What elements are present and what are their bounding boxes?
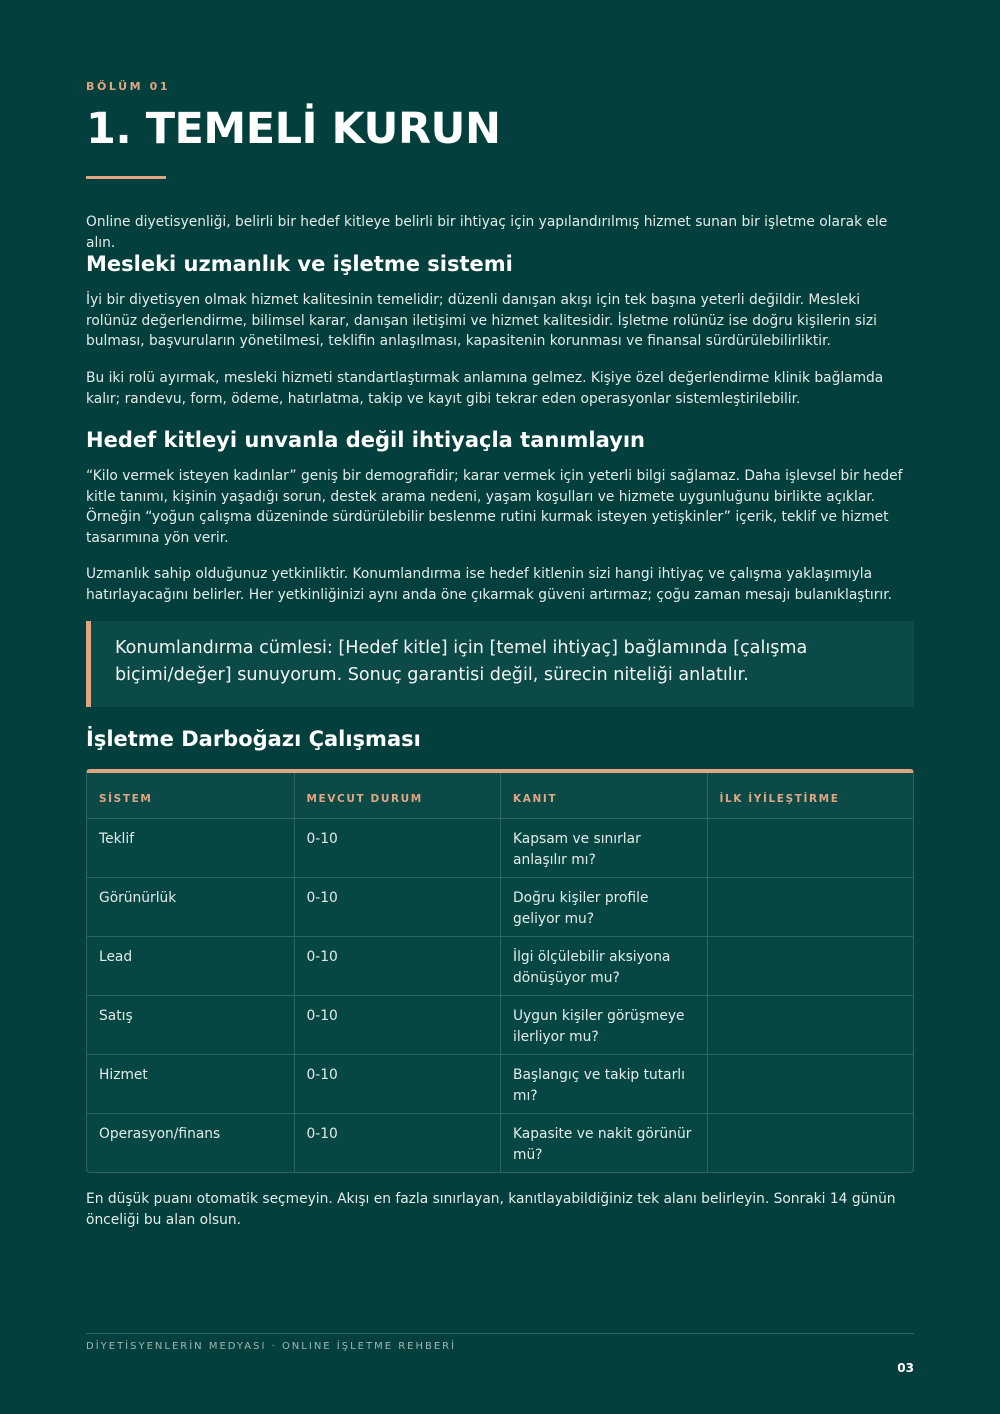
table-cell: Kapasite ve nakit görünür mü?	[500, 1114, 707, 1172]
intro-paragraph: Online diyetisyenliği, belirli bir hedef kitleye belirli bir ihtiyaç için yapılandırılmış hizmet sunan bir işletme olarak ele alın.	[86, 214, 888, 251]
paragraph-1: İyi bir diyetisyen olmak hizmet kalitesinin temelidir; düzenli danışan akışı için tek başına yeterli değildir. Mesleki rolünüz değerlendirme, bilimsel karar, danışan iletişimi ve hizmet kalitesidir. İşletme rolünüz ise doğru kişilerin sizi bulması, başvuruların yönetilmesi, teklifin anlaşılması, kapasitenin korunması ve finansal sürdürülebilirliktir.	[86, 292, 877, 349]
table-cell	[707, 878, 914, 936]
table-header-cell: KANIT	[500, 773, 707, 818]
table-cell: Teklif	[99, 831, 135, 847]
table-cell: Başlangıç ve takip tutarlı mı?	[500, 1055, 707, 1113]
table-cell: 0-10	[294, 1055, 501, 1113]
table-cell	[707, 937, 914, 995]
table-cell: Doğru kişiler profile geliyor mu?	[500, 878, 707, 936]
title-underline	[86, 176, 166, 179]
section-eyebrow: BÖLÜM 01	[86, 80, 171, 93]
table-cell	[707, 1114, 914, 1172]
table-cell: 0-10	[294, 878, 501, 936]
heading-uzmanlik: Mesleki uzmanlık ve işletme sistemi	[86, 252, 513, 276]
table-cell: Kapsam ve sınırlar anlaşılır mı?	[500, 819, 707, 877]
table-row	[87, 877, 913, 936]
table-cell	[707, 1055, 914, 1113]
table-row	[87, 936, 913, 995]
callout-text: Konumlandırma cümlesi: [Hedef kitle] için [temel ihtiyaç] bağlamında [çalışma biçimi/değer] sunuyorum. Sonuç garantisi değil, sürecin niteliği anlatılır.	[115, 638, 808, 685]
table-cell: Görünürlük	[99, 890, 177, 906]
table-cell	[707, 996, 914, 1054]
table-cell: 0-10	[294, 937, 501, 995]
heading-table: İşletme Darboğazı Çalışması	[86, 727, 421, 751]
table-cell: Lead	[99, 949, 133, 965]
table-header-row	[87, 773, 913, 818]
page-title: 1. TEMELİ KURUN	[86, 104, 501, 154]
paragraph-3: “Kilo vermek isteyen kadınlar” geniş bir demografidir; karar vermek için yeterli bilgi sağlamaz. Daha işlevsel bir hedef kitle tanımı, kişinin yaşadığı sorun, destek arama nedeni, yaşam koşulları ve hizmete uygunluğunu birlikte açıklar. Örneğin “yoğun çalışma düzeninde sürdürülebilir beslenme rutini kurmak isteyen yetişkinler” içerik, teklif ve hizmet tasarımına yön verir.	[86, 468, 903, 546]
paragraph-5: En düşük puanı otomatik seçmeyin. Akışı en fazla sınırlayan, kanıtlayabildiğiniz tek alanı belirleyin. Sonraki 14 günün önceliği bu alan olsun.	[86, 1191, 896, 1228]
heading-hedef: Hedef kitleyi unvanla değil ihtiyaçla tanımlayın	[86, 428, 645, 452]
page-number: 03	[897, 1361, 914, 1375]
paragraph-4: Uzmanlık sahip olduğunuz yetkinliktir. Konumlandırma ise hedef kitlenin sizi hangi ihtiyaç ve çalışma yaklaşımıyla hatırlayacağını belirler. Her yetkinliğinizi aynı anda öne çıkarmak güveni artırmaz; çoğu zaman mesajı bulanıklaştırır.	[86, 566, 893, 603]
table-row	[87, 818, 913, 877]
table-header-cell: MEVCUT DURUM	[294, 773, 501, 818]
bottleneck-table	[86, 769, 914, 1173]
table-cell: Hizmet	[99, 1067, 148, 1083]
table-cell	[707, 819, 914, 877]
table-row	[87, 1113, 913, 1172]
table-cell: 0-10	[294, 819, 501, 877]
table-cell: 0-10	[294, 996, 501, 1054]
table-cell: İlgi ölçülebilir aksiyona dönüşüyor mu?	[500, 937, 707, 995]
footer-divider	[86, 1333, 914, 1334]
table-row	[87, 995, 913, 1054]
table-cell: Satış	[99, 1008, 133, 1024]
table-cell: Operasyon/finans	[99, 1126, 221, 1142]
table-cell: Uygun kişiler görüşmeye ilerliyor mu?	[500, 996, 707, 1054]
footer-title: DİYETİSYENLERİN MEDYASI · ONLINE İŞLETME REHBERİ	[86, 1341, 457, 1352]
positioning-callout	[86, 621, 914, 707]
paragraph-2: Bu iki rolü ayırmak, mesleki hizmeti standartlaştırmak anlamına gelmez. Kişiye özel değerlendirme klinik bağlamda kalır; randevu, form, ödeme, hatırlatma, takip ve kayıt gibi tekrar eden operasyonlar sistemleştirilebilir.	[86, 370, 884, 407]
table-header-cell: İLK İYİLEŞTİRME	[707, 773, 914, 818]
table-header-cell: SİSTEM	[99, 793, 153, 805]
table-cell: 0-10	[294, 1114, 501, 1172]
table-row	[87, 1054, 913, 1113]
